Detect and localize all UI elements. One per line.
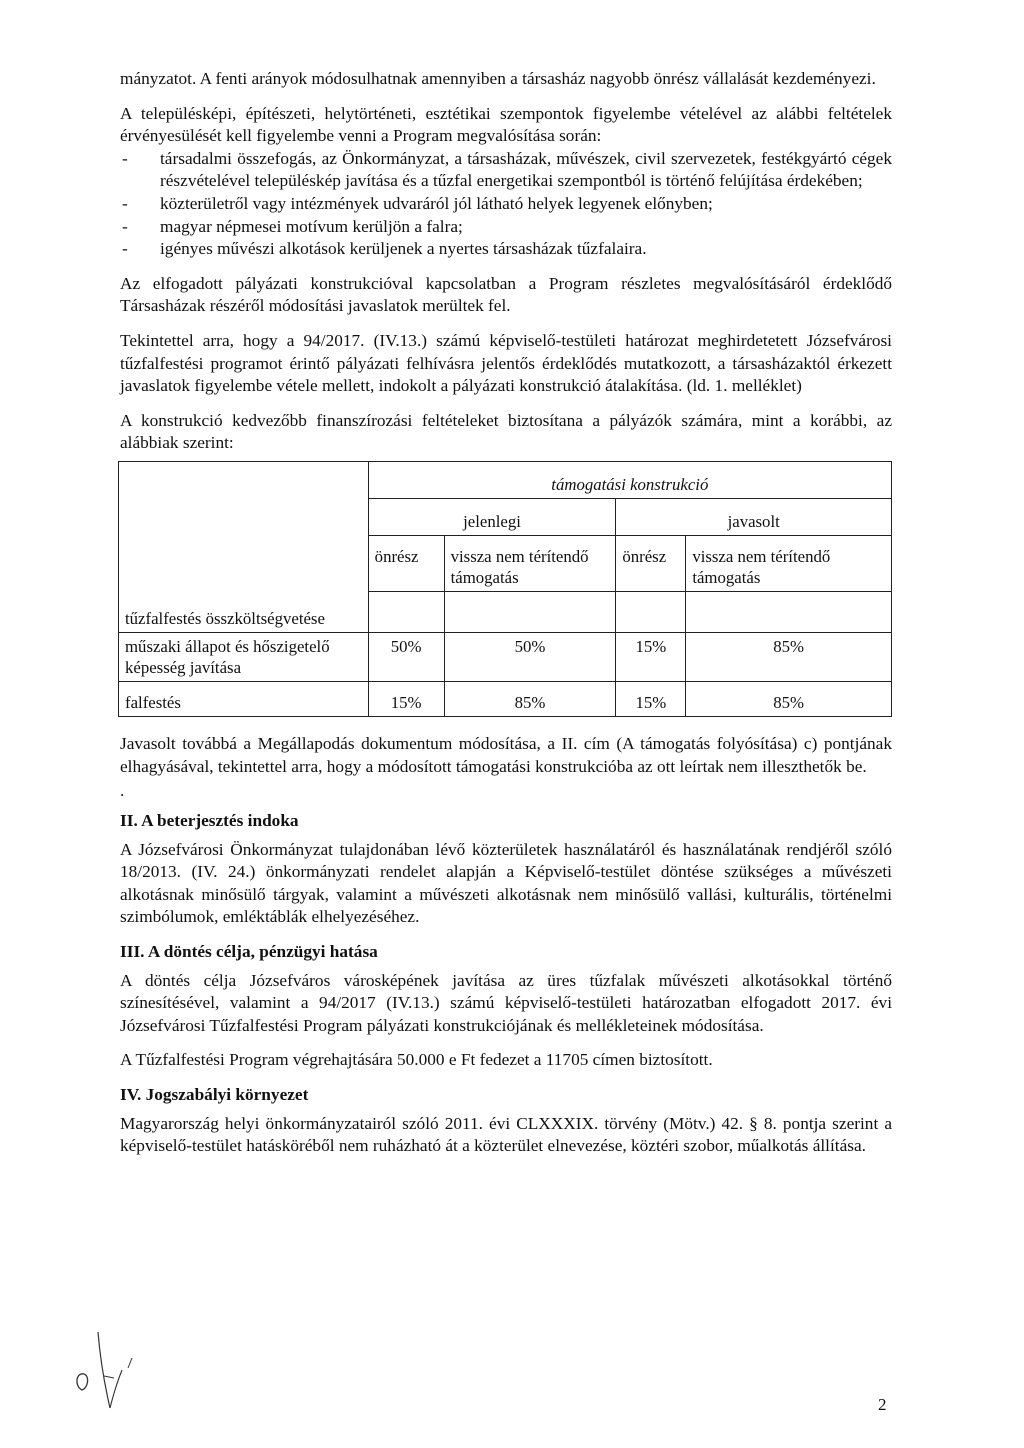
requirements-list — [120, 148, 892, 261]
handwritten-initials — [70, 1312, 180, 1422]
own-share-header: önrész — [616, 535, 686, 591]
section-paragraph: Magyarország helyi önkormányzatairól szóló 2011. évi CLXXXIX. törvény (Mötv.) 42. § 8. pontja szerint a képviselő-testület hatásköréből nem ruházható át a közterület elnevezése, köztéri szobor, műalkotás állítása. — [120, 1113, 892, 1156]
stray-dot: . — [120, 781, 125, 801]
list-item: - magyar népmesei motívum kerüljön a falra; — [120, 216, 892, 239]
intro-paragraph-4: Tekintettel arra, hogy a 94/2017. (IV.13.) számú képviselő-testületi határozat meghirdetetett Józsefvárosi tűzfalfestési programot érintő pályázati felhívásra jelentős érdeklődés mutatkozott, a társasházaktól érkezett javaslatok figyelembe vétele mellett, indokolt a pályázati konstrukció átalakítása. (ld. 1. melléklet) — [120, 330, 892, 396]
proposed-grant-cell: 85% — [686, 681, 892, 716]
proposed-own-cell: 15% — [616, 632, 686, 681]
group-header-cell: támogatási konstrukció — [368, 461, 891, 498]
blank-cell — [444, 591, 616, 632]
grant-header: vissza nem térítendő támogatás — [686, 535, 892, 591]
intro-paragraph-1: mányzatot. A fenti arányok módosulhatnak amennyiben a társasház nagyobb önrész vállalását kezdeményezi. — [120, 69, 876, 88]
document-body — [120, 68, 892, 1158]
row-header-cell: tűzfalfestés összköltségvetése — [119, 461, 369, 632]
table-row — [119, 681, 892, 716]
funding-table — [118, 461, 892, 717]
intro-paragraph-2: A településképi, építészeti, helytörténeti, esztétikai szempontok figyelembe vételével az alábbi feltételek érvényesülését kell figyelembe venni a Program megvalósítása során: — [120, 103, 892, 146]
section-legal — [120, 1084, 892, 1158]
section-heading: IV. Jogszabályi környezet — [120, 1085, 309, 1105]
intro-paragraph-3: Az elfogadott pályázati konstrukcióval kapcsolatban a Program részletes megvalósításáról érdeklődő Társasházak részéről módosítási javaslatok merültek fel. — [120, 273, 892, 316]
section-heading: III. A döntés célja, pénzügyi hatása — [120, 942, 378, 962]
own-share-header: önrész — [368, 535, 444, 591]
page-number: 2 — [878, 1395, 887, 1414]
list-item: - társadalmi összefogás, az Önkormányzat, a társasházak, művészek, civil szervezetek, festékgyártó cégek részvételével településkép javítása és a tűzfal energetikai szempontból is történő felújítása érdekében; — [120, 148, 892, 193]
section-purpose — [120, 941, 892, 1072]
list-item: - közterületről vagy intézmények udvaráról jól látható helyek legyenek előnyben; — [120, 193, 892, 216]
blank-cell — [686, 591, 892, 632]
current-grant-cell: 50% — [444, 632, 616, 681]
proposed-grant-cell: 85% — [686, 632, 892, 681]
row-label: műszaki állapot és hőszigetelő képesség javítása — [119, 632, 369, 681]
section-paragraph: A döntés célja Józsefváros városképének javítása az üres tűzfalak művészeti alkotásokkal történő színesítésével, valamint a 94/2017 (IV.13.) számú képviselő-testületi határozatban elfogadott 2017. évi Józsefvárosi Tűzfalfestési Program pályázati konstrukciójának és mellékleteinek módosítása. — [120, 970, 892, 1035]
grant-header: vissza nem térítendő támogatás — [444, 535, 616, 591]
intro-paragraph-5: A konstrukció kedvezőbb finanszírozási feltételeket biztosítana a pályázók számára, mint a korábbi, az alábbiak szerint: — [120, 410, 892, 453]
current-own-cell: 50% — [368, 632, 444, 681]
current-own-cell: 15% — [368, 681, 444, 716]
section-paragraph: A Tűzfalfestési Program végrehajtására 50.000 e Ft fedezet a 11705 címen biztosított. — [120, 1050, 713, 1070]
proposed-own-cell: 15% — [616, 681, 686, 716]
section-heading: II. A beterjesztés indoka — [120, 811, 299, 831]
table-row — [119, 461, 892, 498]
section-reason — [120, 810, 892, 929]
section-paragraph: A Józsefvárosi Önkormányzat tulajdonában lévő közterületek használatáról és használatának rendjéről szóló 18/2013. (IV. 24.) önkormányzati rendelet alapján a Képviselő-testület döntése szükséges a művészeti alkotásnak minősülő tárgyak, valamint a művészeti alkotásnak nem minősülő vallási, kulturális, történelmi szimbólumok, emléktáblák elhelyezéséhez. — [120, 839, 892, 927]
current-grant-cell: 85% — [444, 681, 616, 716]
after-table-paragraph: Javasolt továbbá a Megállapodás dokumentum módosítása, a II. cím (A támogatás folyósítása) c) pontjának elhagyásával, tekintettel arra, hogy a módosított támogatási konstrukcióba az ott leírtak nem illeszthetők be. — [120, 733, 892, 776]
current-header-cell: jelenlegi — [368, 498, 616, 535]
blank-cell — [368, 591, 444, 632]
row-label: falfestés — [119, 681, 369, 716]
blank-cell — [616, 591, 686, 632]
table-row — [119, 632, 892, 681]
proposed-header-cell: javasolt — [616, 498, 892, 535]
list-item: - igényes művészi alkotások kerüljenek a nyertes társasházak tűzfalaira. — [120, 238, 892, 261]
